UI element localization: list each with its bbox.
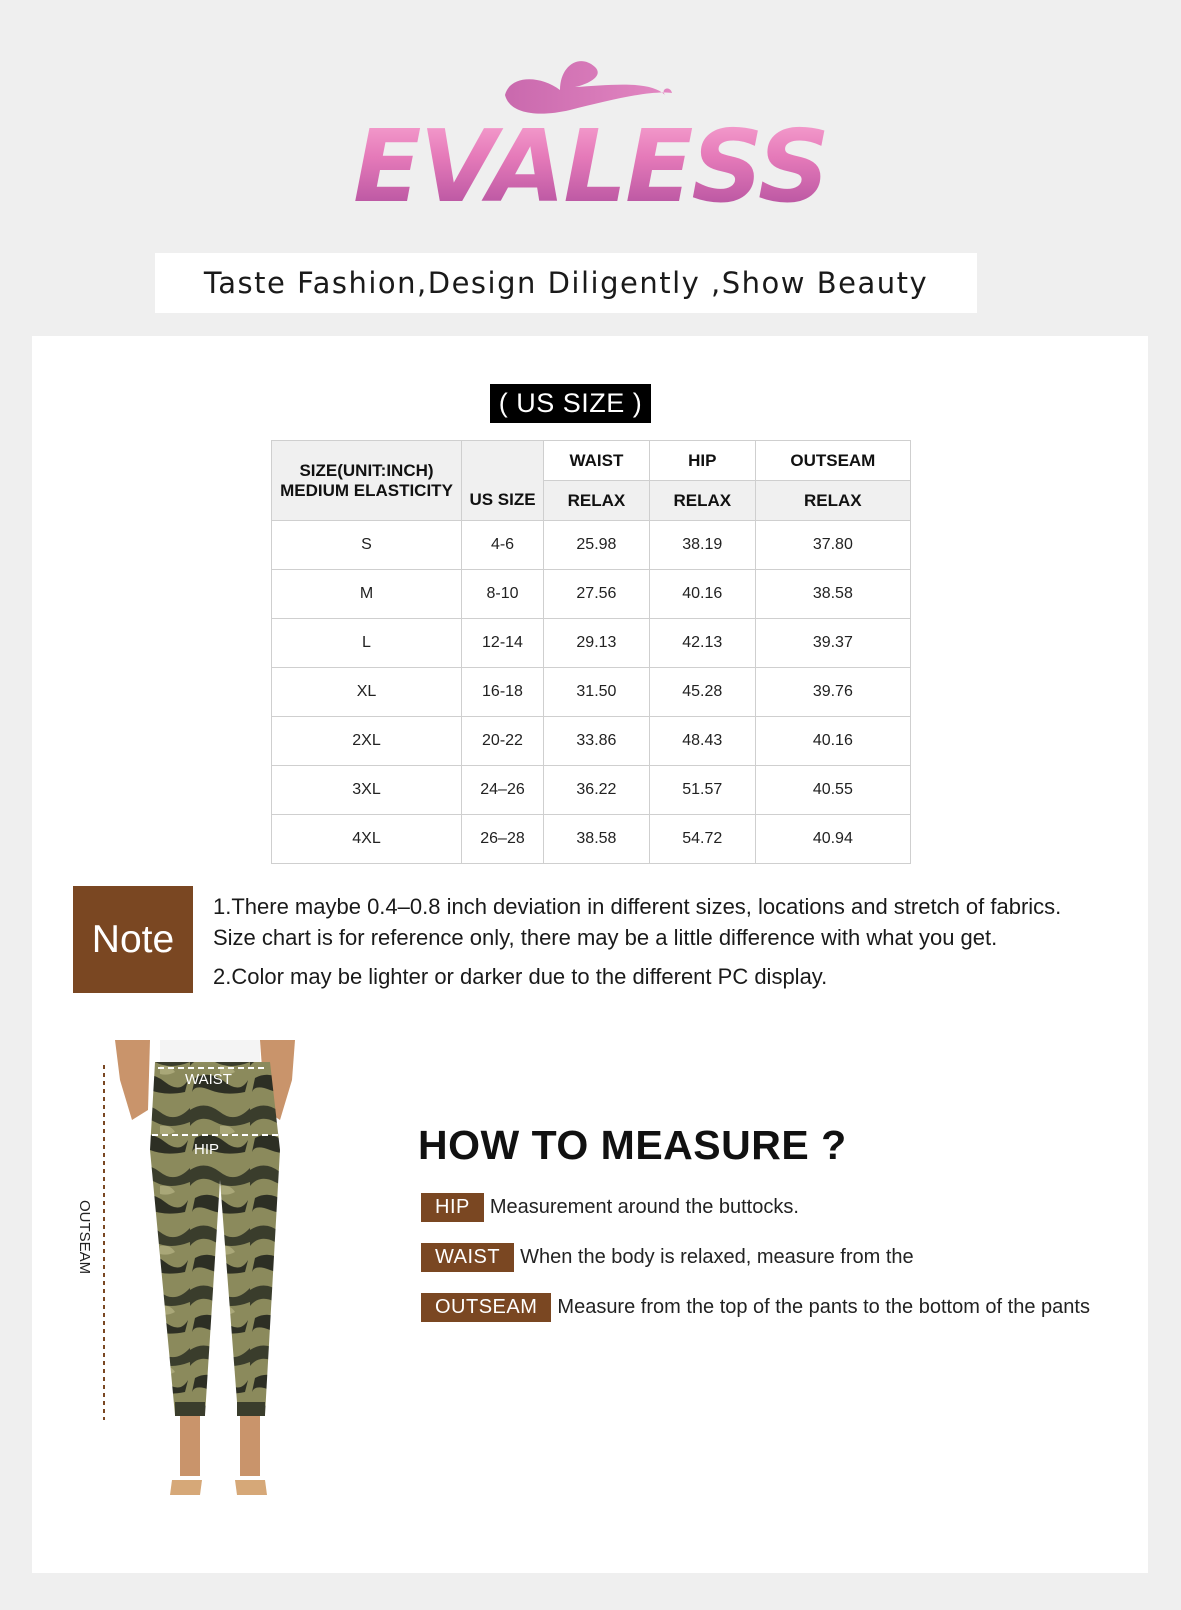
size-header-cell — [272, 441, 462, 521]
table-row — [272, 815, 911, 864]
table-cell: 36.22 — [544, 766, 650, 815]
table-row — [272, 521, 911, 570]
elasticity-header: MEDIUM ELASTICITY — [280, 480, 453, 500]
table-row — [272, 717, 911, 766]
waist-figure-label: WAIST — [185, 1071, 232, 1088]
camo-pants-illustration — [70, 1040, 330, 1530]
slogan-banner: Taste Fashion,Design Diligently ,Show Beauty — [155, 253, 977, 313]
note-text — [213, 891, 1173, 992]
table-cell: 3XL — [272, 766, 462, 815]
size-chart-table — [271, 440, 911, 864]
hip-subheader: RELAX — [649, 481, 755, 521]
table-cell: 31.50 — [544, 668, 650, 717]
waist-tag: WAIST — [421, 1243, 514, 1272]
table-row — [272, 766, 911, 815]
outseam-header: OUTSEAM — [755, 441, 910, 481]
table-cell: 38.58 — [544, 815, 650, 864]
brand-logo — [0, 45, 1181, 225]
table-cell: 40.16 — [755, 717, 910, 766]
table-cell: 29.13 — [544, 619, 650, 668]
table-cell: 8-10 — [462, 570, 544, 619]
table-cell: 37.80 — [755, 521, 910, 570]
outseam-tag: OUTSEAM — [421, 1293, 551, 1322]
how-to-measure-title: HOW TO MEASURE ? — [418, 1122, 847, 1168]
measure-item-waist — [421, 1243, 914, 1272]
size-unit-header: SIZE(UNIT:INCH) — [299, 460, 434, 480]
table-cell: S — [272, 521, 462, 570]
note-badge: Note — [73, 886, 193, 993]
table-row — [272, 570, 911, 619]
table-cell: 40.94 — [755, 815, 910, 864]
note-line-2: Size chart is for reference only, there may be a little difference with what you get. — [213, 925, 998, 950]
table-row — [272, 619, 911, 668]
table-cell: XL — [272, 668, 462, 717]
brand-name: EVALESS — [0, 117, 1181, 217]
hip-tag: HIP — [421, 1193, 484, 1222]
hip-figure-label: HIP — [194, 1141, 220, 1158]
table-cell: 33.86 — [544, 717, 650, 766]
waist-header: WAIST — [544, 441, 650, 481]
table-cell: 39.37 — [755, 619, 910, 668]
table-cell: 4-6 — [462, 521, 544, 570]
table-cell: 40.55 — [755, 766, 910, 815]
table-cell: 2XL — [272, 717, 462, 766]
note-line-1: 1.There maybe 0.4–0.8 inch deviation in different sizes, locations and stretch of fabrics. — [213, 894, 1062, 919]
us-size-label: ( US SIZE ) — [490, 384, 651, 423]
table-cell: 45.28 — [649, 668, 755, 717]
hip-header: HIP — [649, 441, 755, 481]
table-cell: 20-22 — [462, 717, 544, 766]
measure-item-outseam — [421, 1293, 1090, 1322]
outseam-figure-label: OUTSEAM — [76, 1200, 93, 1275]
table-cell: 24–26 — [462, 766, 544, 815]
table-cell: 54.72 — [649, 815, 755, 864]
table-cell: 48.43 — [649, 717, 755, 766]
table-cell: 39.76 — [755, 668, 910, 717]
table-cell: 27.56 — [544, 570, 650, 619]
table-cell: 42.13 — [649, 619, 755, 668]
waist-subheader: RELAX — [544, 481, 650, 521]
table-cell: 38.58 — [755, 570, 910, 619]
waist-description: When the body is relaxed, measure from the — [520, 1246, 914, 1268]
table-cell: L — [272, 619, 462, 668]
measure-item-hip — [421, 1193, 799, 1222]
outseam-description: Measure from the top of the pants to the bottom of the pants — [557, 1296, 1090, 1318]
hip-description: Measurement around the buttocks. — [489, 1196, 799, 1218]
table-cell: 26–28 — [462, 815, 544, 864]
note-line-3: 2.Color may be lighter or darker due to the different PC display. — [213, 964, 828, 989]
table-row — [272, 668, 911, 717]
us-size-header: US SIZE — [462, 441, 544, 521]
table-cell: M — [272, 570, 462, 619]
table-cell: 38.19 — [649, 521, 755, 570]
model-figure — [70, 1040, 330, 1530]
outseam-subheader: RELAX — [755, 481, 910, 521]
table-cell: 40.16 — [649, 570, 755, 619]
table-cell: 12-14 — [462, 619, 544, 668]
table-cell: 4XL — [272, 815, 462, 864]
table-cell: 51.57 — [649, 766, 755, 815]
table-cell: 25.98 — [544, 521, 650, 570]
table-cell: 16-18 — [462, 668, 544, 717]
